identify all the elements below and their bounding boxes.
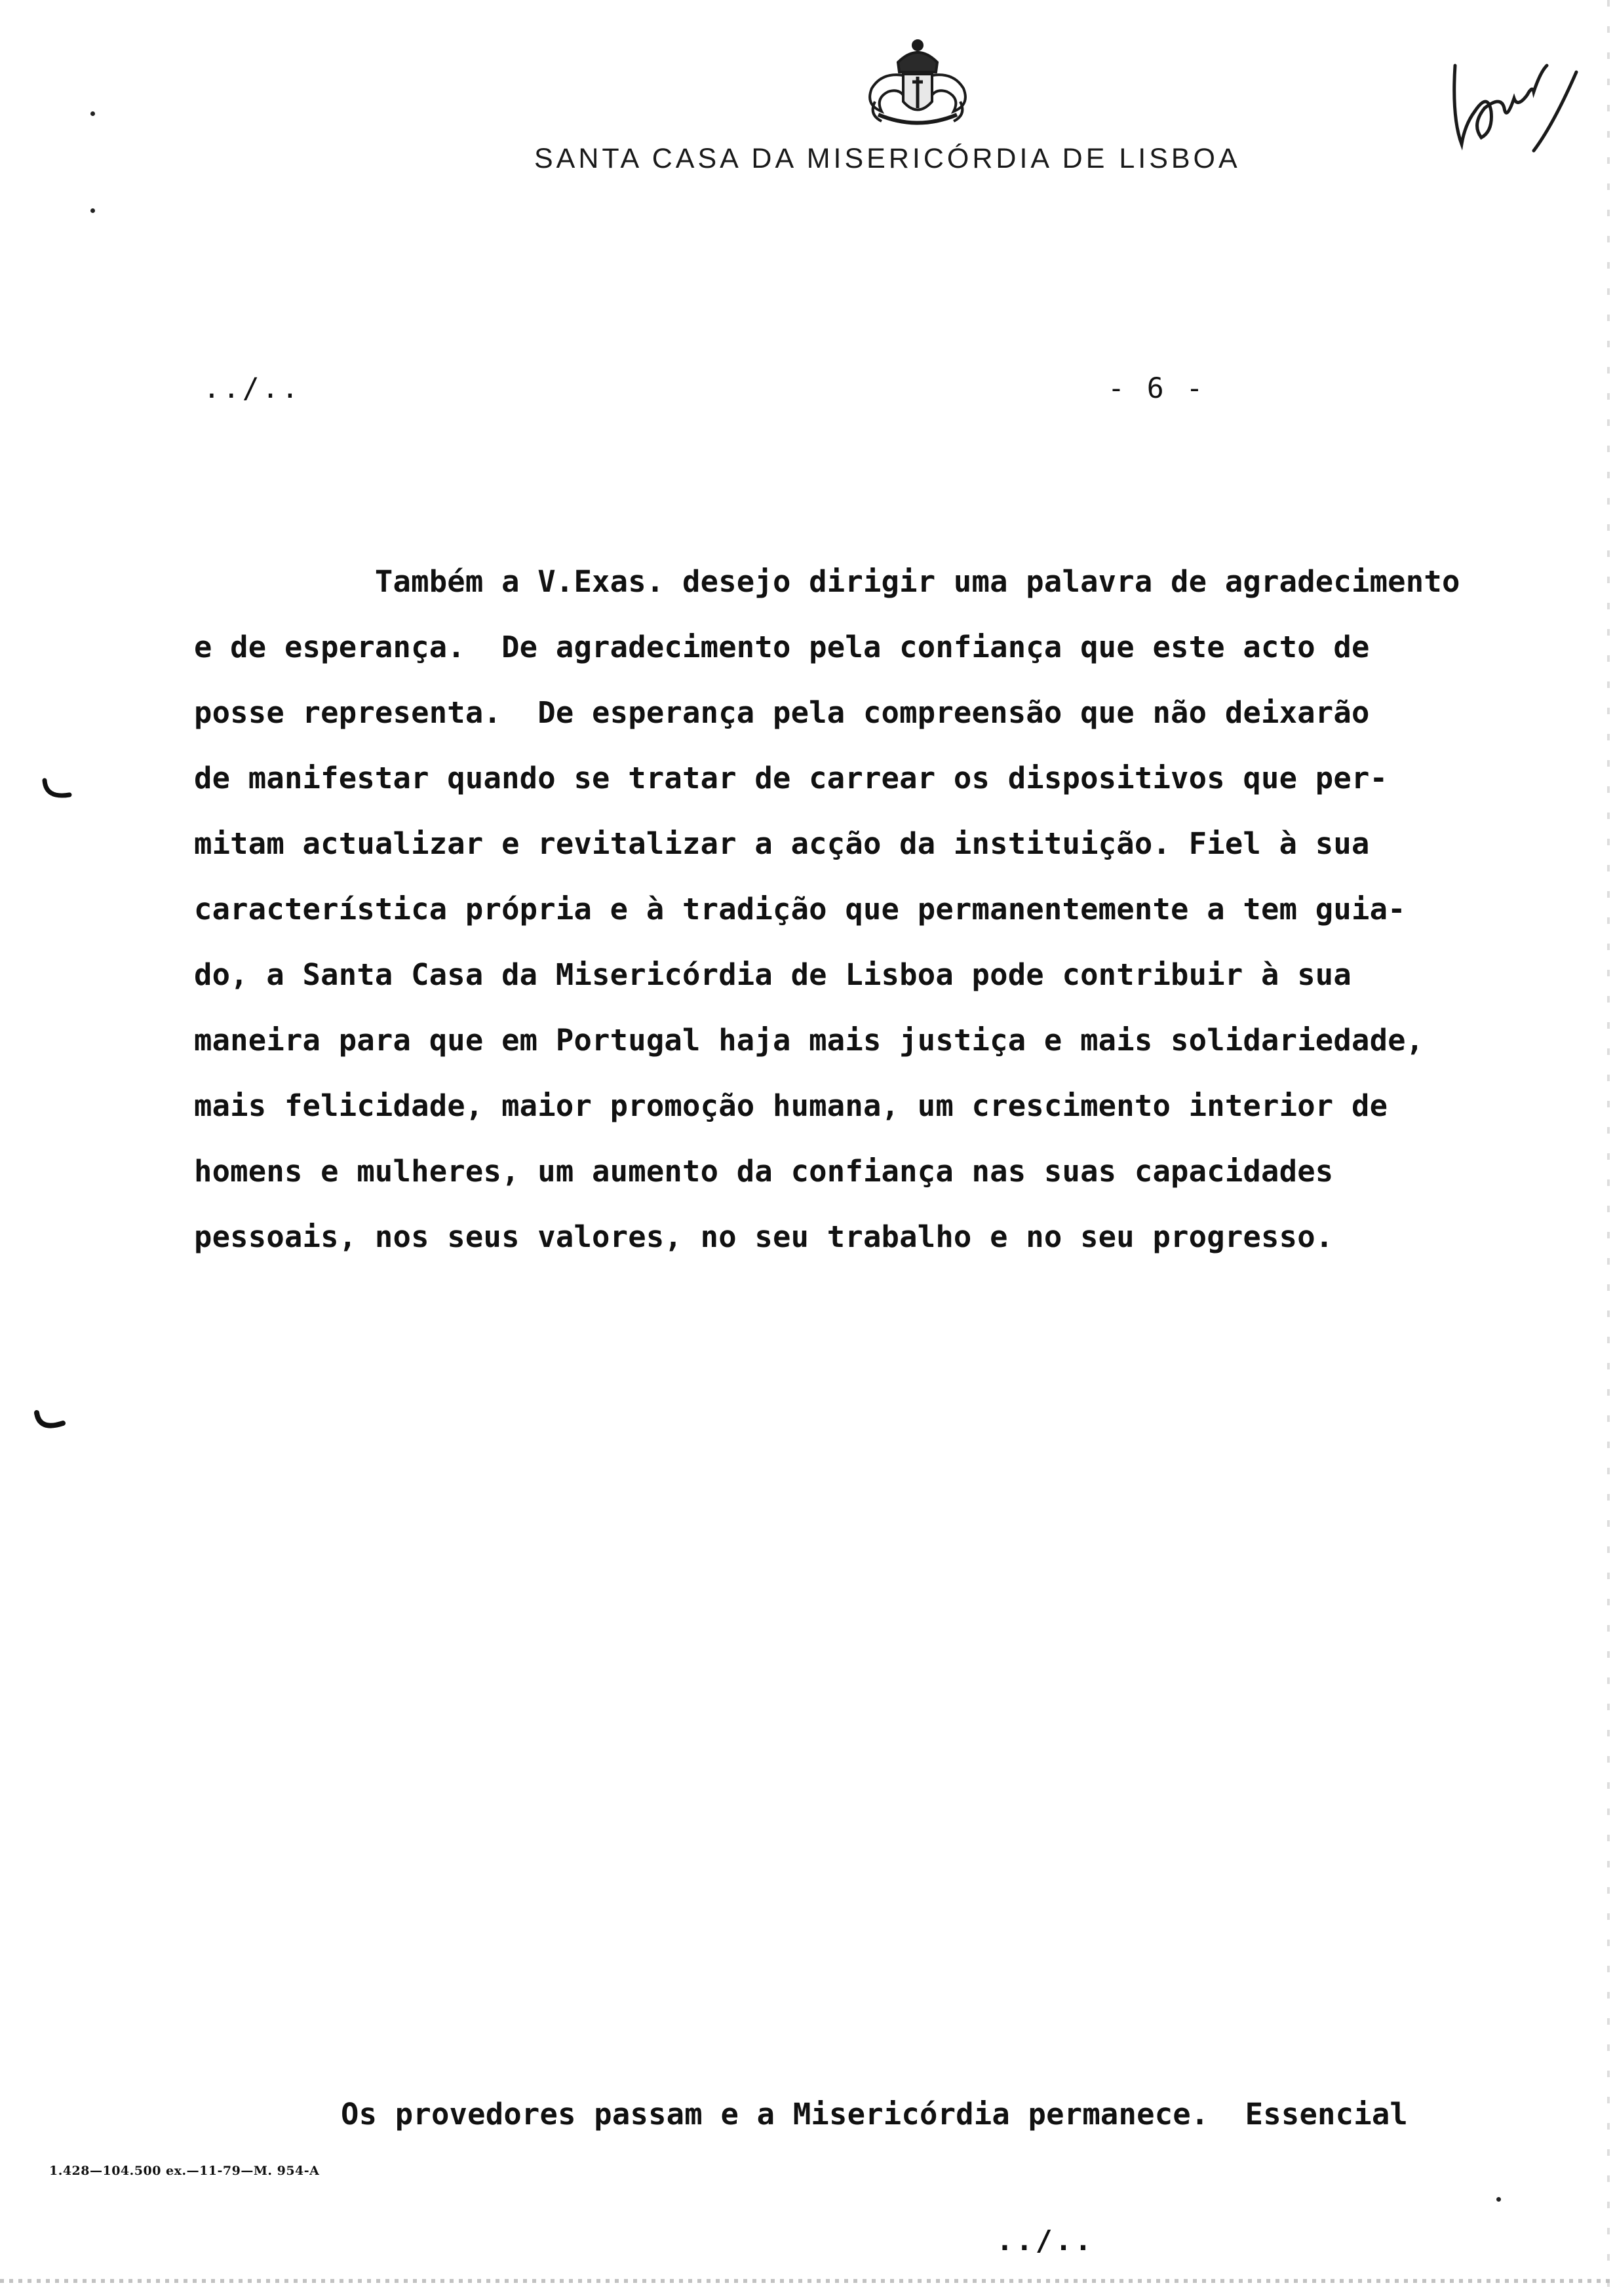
page-number: - 6 - [1108,372,1206,405]
body-line: característica própria e à tradição que permanentemente a tem guia- [194,892,1406,927]
punch-hole-mark-icon [41,776,73,803]
speck [1496,2197,1501,2202]
scan-edge-bottom [0,2279,1615,2283]
scan-edge-right [1607,0,1610,2296]
body-line: posse representa. De esperança pela compreensão que não deixarão [194,695,1370,730]
body-line: do, a Santa Casa da Misericórdia de Lisboa pode contribuir à sua [194,957,1352,992]
coat-of-arms-icon [852,36,983,134]
organization-name: SANTA CASA DA MISERICÓRDIA DE LISBOA [534,143,1241,174]
continuation-mark-bottom: ../.. [996,2225,1095,2257]
continuation-mark-top: ../.. [203,372,302,405]
body-line: mitam actualizar e revitalizar a acção da instituição. Fiel à sua [194,826,1370,861]
punch-hole-mark-icon [33,1409,66,1435]
print-code: 1.428—104.500 ex.—11-79—M. 954-A [49,2164,320,2178]
speck [90,208,95,213]
body-line: Também a V.Exas. desejo dirigir uma palavra de agradecimento [194,564,1460,599]
body-line: de manifestar quando se tratar de carrear os dispositivos que per- [194,761,1388,795]
closing-line: Os provedores passam e a Misericórdia permanece. Essencial [341,2097,1409,2132]
speck [90,111,95,116]
body-line: homens e mulheres, um aumento da confiança nas suas capacidades [194,1154,1334,1189]
body-line: mais felicidade, maior promoção humana, um crescimento interior de [194,1088,1388,1123]
body-line: e de esperança. De agradecimento pela confiança que este acto de [194,630,1370,664]
body-line: pessoais, nos seus valores, no seu trabalho e no seu progresso. [194,1219,1334,1254]
handwritten-signature [1435,46,1586,170]
body-line: maneira para que em Portugal haja mais justiça e mais solidariedade, [194,1023,1424,1058]
